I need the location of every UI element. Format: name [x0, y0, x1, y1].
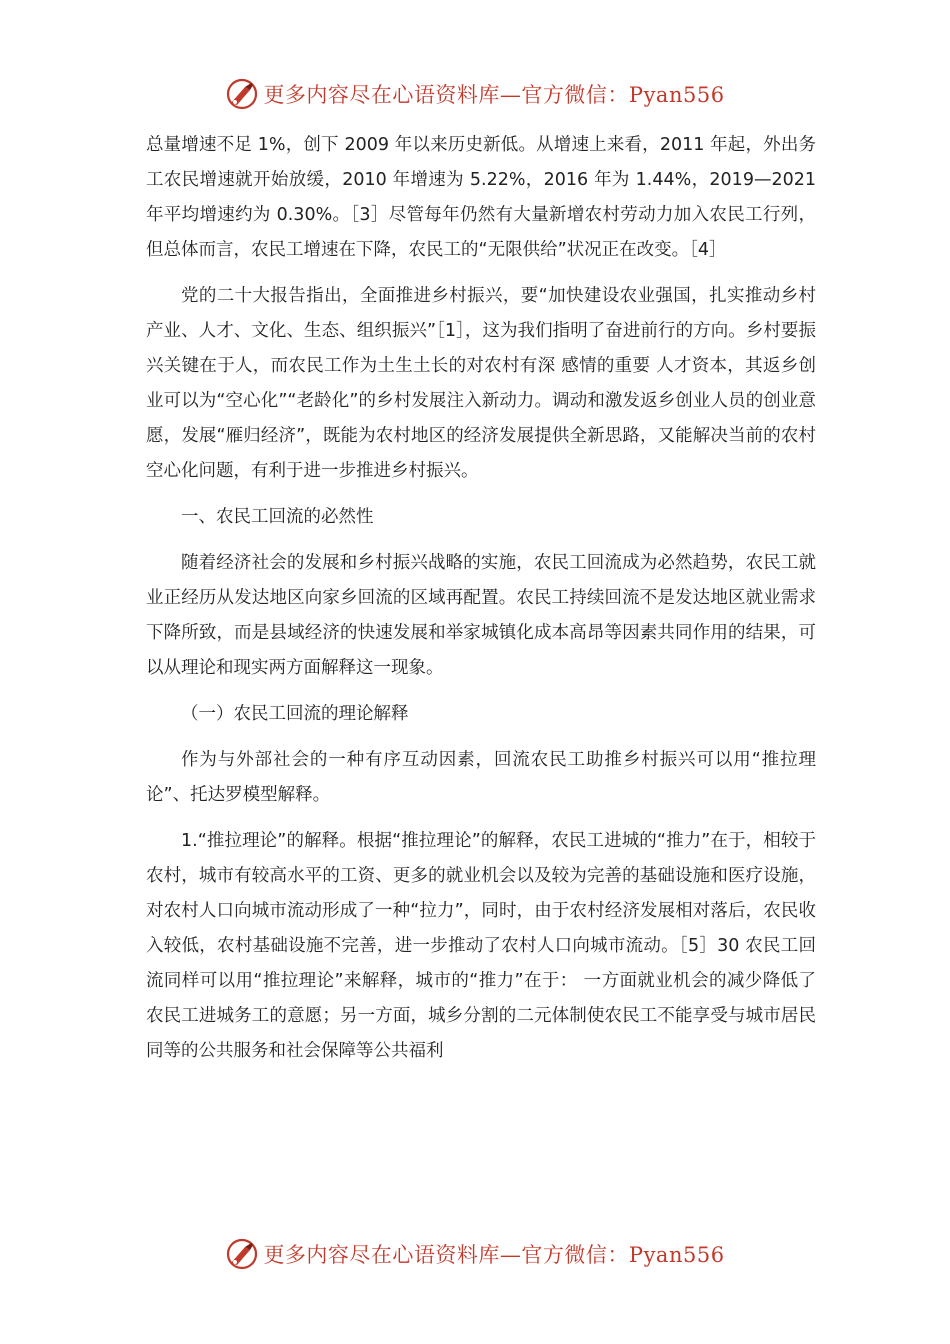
banner-text: 更多内容尽在心语资料库—官方微信：Pyan556	[263, 1243, 725, 1267]
subsection-heading-1: （一）农民工回流的理论解释	[181, 704, 409, 724]
paragraph-intro: 总量增速不足 1%，创下 2009 年以来历史新低。从增速上来看，2011 年起，外出务工农民增速就开始放缓，2010 年增速为 5.22%，2016 年为 1.44%，2019—2021 年平均增速约为 0.30%。［3］尽管每年仍然有大量新增农村劳动力加入农民工行列，但总体而言，农民工增速在下降，农民工的“无限供给”状况正在改变。［4］	[146, 135, 816, 260]
pen-nib-logo-icon	[225, 1237, 259, 1271]
banner-text: 更多内容尽在心语资料库—官方微信：Pyan556	[263, 83, 725, 107]
paragraph-trend: 随着经济社会的发展和乡村振兴战略的实施，农民工回流成为必然趋势，农民工就业正经历从发达地区向家乡回流的区域再配置。农民工持续回流不是发达地区就业需求下降所致，而是县域经济的快速发展和举家城镇化成本高昂等因素共同作用的结果，可以从理论和现实两方面解释这一现象。	[146, 553, 816, 678]
paragraph-push-pull: 1.“推拉理论”的解释。根据“推拉理论”的解释，农民工进城的“推力”在于，相较于农村，城市有较高水平的工资、更多的就业机会以及较为完善的基础设施和医疗设施，对农村人口向城市流动形成了一种“拉力”，同时，由于农村经济发展相对落后，农民收入较低，农村基础设施不完善，进一步推动了农村人口向城市流动。［5］30 农民工回流同样可以用“推拉理论”来解释，城市的“推力”在于： 一方面就业机会的减少降低了农民工进城务工的意愿；另一方面，城乡分割的二元体制使农民工不能享受与城市居民同等的公共服务和社会保障等公共福利	[146, 831, 816, 1061]
pen-nib-logo-icon	[225, 77, 259, 111]
paragraph-theory: 作为与外部社会的一种有序互动因素，回流农民工助推乡村振兴可以用“推拉理论”、托达罗模型解释。	[146, 750, 816, 805]
header-banner	[0, 74, 950, 114]
section-heading-1: 一、农民工回流的必然性	[181, 507, 374, 527]
footer-banner	[0, 1234, 950, 1274]
paragraph-report: 党的二十大报告指出，全面推进乡村振兴，要“加快建设农业强国，扎实推动乡村产业、人才、文化、生态、组织振兴”［1］，这为我们指明了奋进前行的方向。乡村要振兴关键在于人，而农民工作为土生土长的对农村有深⁠ 感情的重要 人才资本，其返乡创业可以为“空心化”“老龄化”的乡村发展注入新动力。调动和激发返乡创业人员的创业意愿，发展“雁归经济”，既能为农村地区的经济发展提供全新思路，又能解决当前的农村空心化问题，有利于进一步推进乡村振兴。	[146, 286, 816, 481]
document-body	[146, 128, 816, 1080]
